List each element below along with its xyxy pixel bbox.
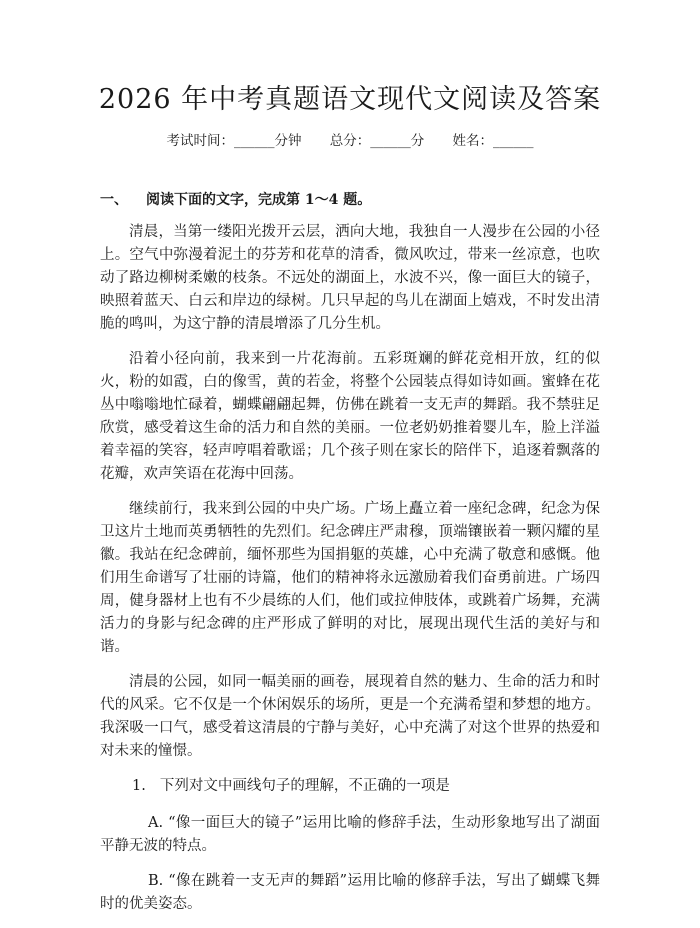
passage-paragraph-1: 清晨，当第一缕阳光拨开云层，洒向大地，我独自一人漫步在公园的小径上。空气中弥漫着泥土的芬芳和花草的清香，微风吹过，带来一丝凉意，也吹动了路边柳树柔嫩的枝条。不远处的湖面上，水波不兴，像一面巨大的镜子，映照着蓝天、白云和岸边的绿树。几只早起的鸟儿在湖面上嬉戏，不时发出清脆的鸣叫，为这宁静的清晨增添了几分生机。 [100, 224, 600, 332]
question-number: 1. [132, 778, 146, 794]
passage-paragraph-4: 清晨的公园，如同一幅美丽的画卷，展现着自然的魅力、生命的活力和时代的风采。它不仅是一个休闲娱乐的场所，更是一个充满希望和梦想的地方。我深吸一口气，感受着这清晨的宁静与美好，心中充满了对这个世界的热爱和对未来的憧憬。 [100, 674, 600, 759]
passage-paragraph-2: 沿着小径向前，我来到一片花海前。五彩斑斓的鲜花竞相开放，红的似火，粉的如霞，白的像雪，黄的若金，将整个公园装点得如诗如画。蜜蜂在花丛中嗡嗡地忙碌着，蝴蝶翩翩起舞，仿佛在跳着一支无声的舞蹈。我不禁驻足欣赏，感受着这生命的活力和自然的美丽。一位老奶奶推着婴儿车，脸上洋溢着幸福的笑容，轻声哼唱着歌谣；几个孩子则在家长的陪伴下，追逐着飘落的花瓣，欢声笑语在花海中回荡。 [100, 351, 600, 482]
question-1 [100, 775, 600, 798]
section-instruction: 阅读下面的文字，完成第 1～4 题。 [146, 192, 372, 208]
page-title: 2026 年中考真题语文现代文阅读及答案 [98, 84, 602, 115]
exam-info-line [0, 131, 700, 151]
passage-paragraph-3: 继续前行，我来到公园的中央广场。广场上矗立着一座纪念碑，纪念为保卫这片土地而英勇牺牲的先烈们。纪念碑庄严肃穆，顶端镶嵌着一颗闪耀的星徽。我站在纪念碑前，缅怀那些为国捐躯的英雄，心中充满了敬意和感慨。他们用生命谱写了壮丽的诗篇，他们的精神将永远激励着我们奋勇前进。广场四周，健身器材上也有不少晨练的人们，他们或拉伸肢体，或跳着广场舞，充满活力的身影与纪念碑的庄严形成了鲜明的对比，展现出现代生活的美好与和谐。 [100, 501, 600, 655]
section-number: 一、 [100, 192, 128, 208]
reading-passage [100, 221, 600, 928]
exam-time-field: 考试时间：______分钟 [166, 133, 302, 149]
question-text: 下列对文中画线句子的理解，不正确的一项是 [159, 778, 450, 794]
section-heading [100, 190, 371, 210]
option-a: A. “像一面巨大的镜子”运用比喻的修辞手法，生动形象地写出了湖面平静无波的特点。 [100, 815, 600, 854]
option-b: B. “像在跳着一支无声的舞蹈”运用比喻的修辞手法，写出了蝴蝶飞舞时的优美姿态。 [100, 873, 600, 912]
student-name-field: 姓名：______ [452, 133, 534, 149]
total-score-field: 总分：______分 [329, 133, 425, 149]
